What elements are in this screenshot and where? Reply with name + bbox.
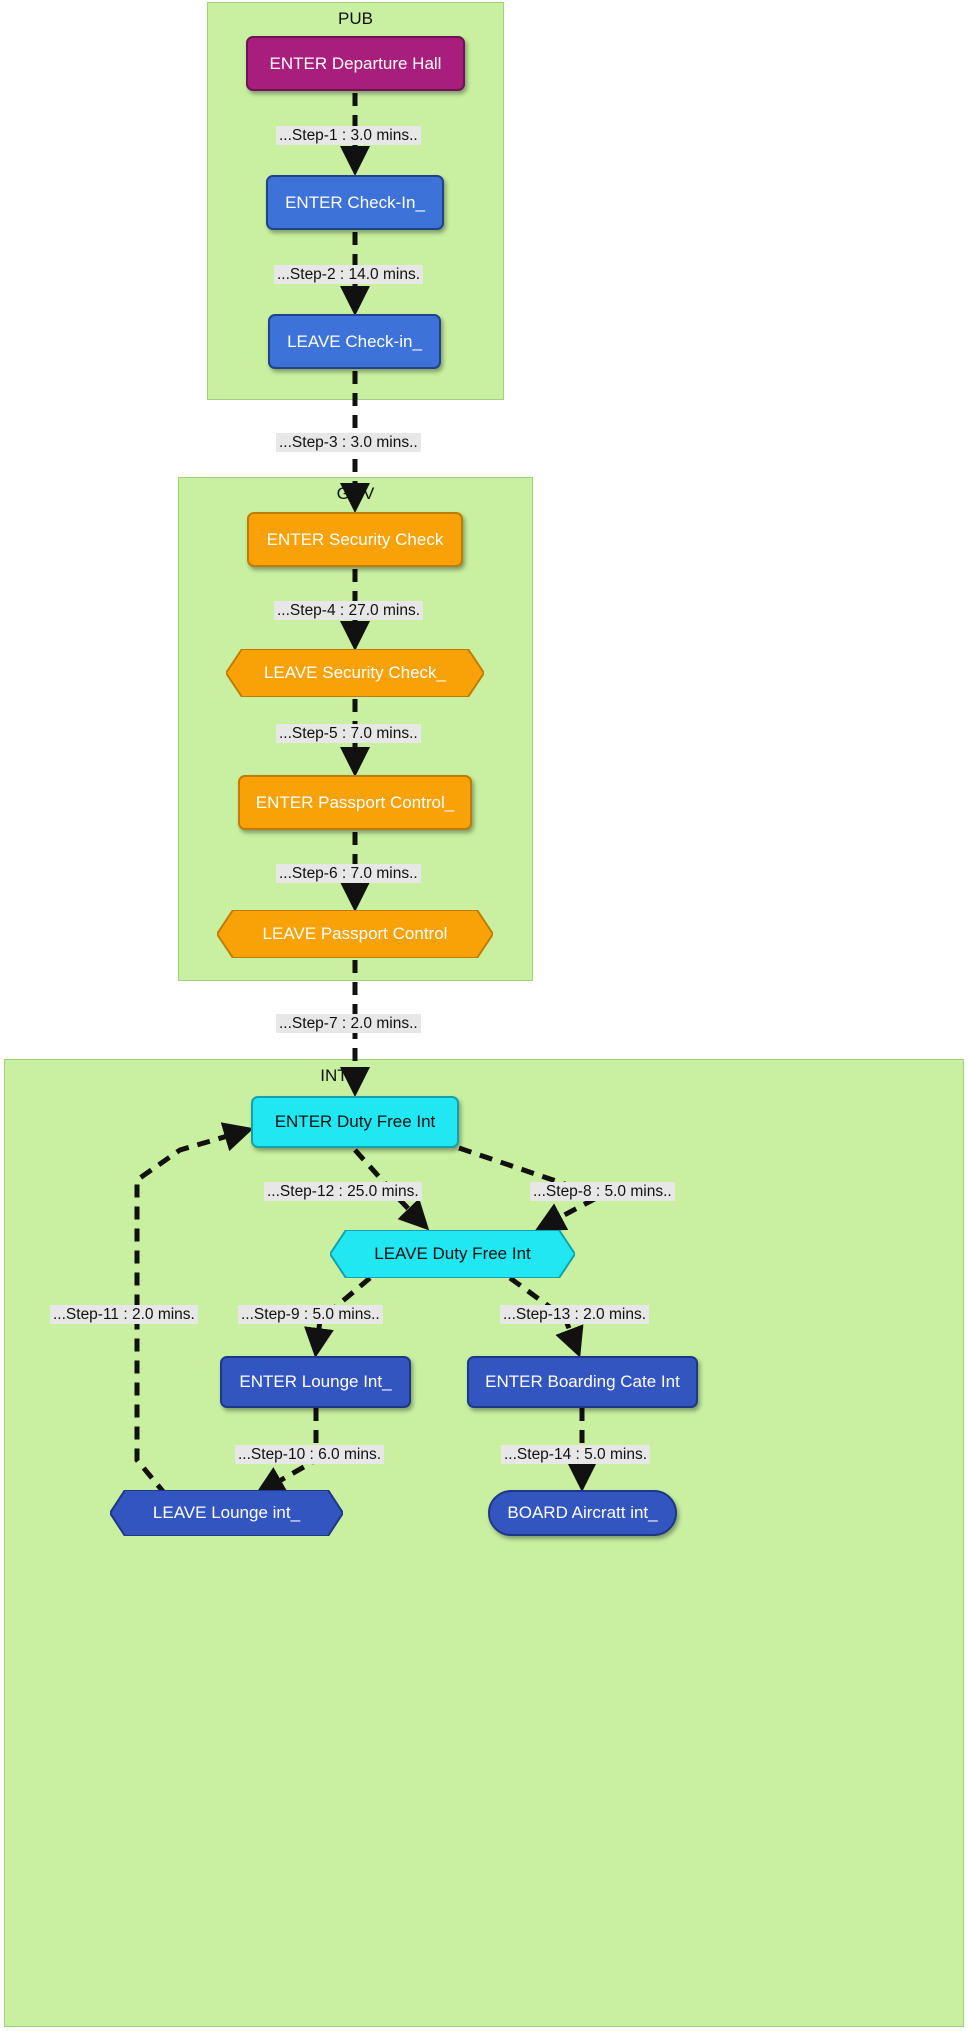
node-leave-security-check[interactable]: [226, 649, 484, 697]
node-enter-departure-hall[interactable]: [246, 36, 465, 91]
edge-label-step-3: ...Step-3 : 3.0 mins..: [276, 433, 421, 452]
cluster-pub-label: PUB: [338, 9, 373, 28]
node-label: LEAVE Security Check_: [263, 663, 447, 682]
node-enter-lounge-int[interactable]: [220, 1356, 411, 1408]
edge-label-step-4: ...Step-4 : 27.0 mins.: [274, 601, 423, 620]
node-enter-passport-control[interactable]: [238, 775, 472, 830]
node-label: LEAVE Passport Control: [262, 924, 448, 943]
node-label: BOARD Aircratt int_: [507, 1503, 658, 1522]
cluster-int-label: INT: [320, 1066, 348, 1085]
edge-label-step-12: ...Step-12 : 25.0 mins.: [264, 1182, 422, 1201]
node-label: ENTER Boarding Cate Int: [485, 1372, 680, 1391]
cluster-int: [4, 1059, 964, 2027]
edge-label-step-1: ...Step-1 : 3.0 mins..: [276, 126, 421, 145]
node-leave-check-in[interactable]: [268, 314, 441, 369]
node-leave-duty-free-int[interactable]: [330, 1230, 575, 1278]
node-label: ENTER Departure Hall: [269, 53, 442, 73]
edge-label-step-8: ...Step-8 : 5.0 mins..: [530, 1182, 675, 1201]
node-enter-boarding-gate-int[interactable]: [467, 1356, 698, 1408]
edge-label-step-2: ...Step-2 : 14.0 mins.: [274, 265, 423, 284]
node-label: LEAVE Lounge int_: [152, 1503, 301, 1522]
node-label: ENTER Security Check: [266, 529, 444, 549]
node-label: ENTER Duty Free Int: [274, 1112, 436, 1131]
node-enter-duty-free-int[interactable]: [251, 1096, 459, 1148]
edge-label-step-11: ...Step-11 : 2.0 mins.: [50, 1305, 198, 1324]
edge-label-step-10: ...Step-10 : 6.0 mins.: [235, 1445, 384, 1464]
node-label: ENTER Check-In_: [285, 192, 425, 212]
edge-label-step-9: ...Step-9 : 5.0 mins..: [238, 1305, 383, 1324]
edge-label-step-6: ...Step-6 : 7.0 mins..: [276, 864, 421, 883]
node-label: ENTER Passport Control_: [255, 792, 455, 812]
node-enter-check-in[interactable]: [266, 175, 444, 230]
node-leave-lounge-int[interactable]: [110, 1490, 343, 1536]
cluster-gov-label: GOV: [336, 484, 375, 503]
node-board-aircraft-int[interactable]: [488, 1490, 677, 1536]
node-label: LEAVE Duty Free Int: [374, 1244, 531, 1263]
node-enter-security-check[interactable]: [247, 512, 463, 567]
node-leave-passport-control[interactable]: [217, 910, 493, 958]
edge-label-step-14: ...Step-14 : 5.0 mins.: [501, 1445, 650, 1464]
node-label: ENTER Lounge Int_: [239, 1372, 392, 1391]
edge-label-step-13: ...Step-13 : 2.0 mins.: [500, 1305, 649, 1324]
edge-label-step-5: ...Step-5 : 7.0 mins..: [276, 724, 421, 743]
node-label: LEAVE Check-in_: [287, 331, 422, 351]
edge-label-step-7: ...Step-7 : 2.0 mins..: [276, 1014, 421, 1033]
